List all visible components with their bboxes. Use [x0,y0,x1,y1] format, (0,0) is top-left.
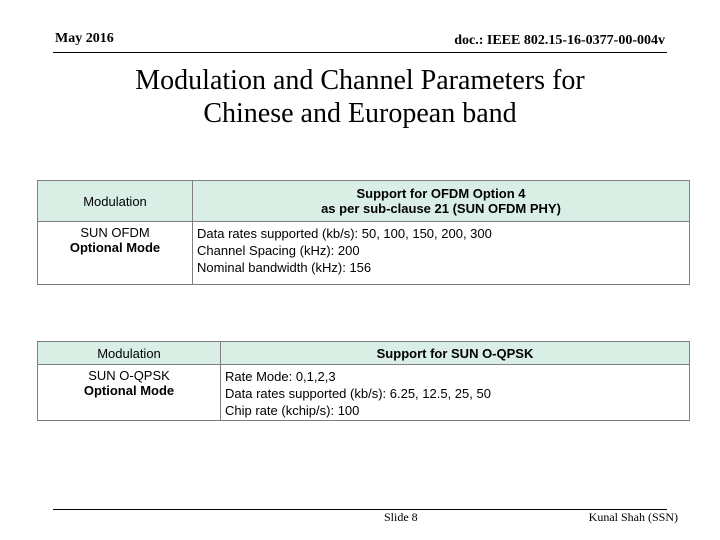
oqpsk-mode-cell [38,365,221,421]
ofdm-nominal-bandwidth: Nominal bandwidth (kHz): 156 [197,260,372,275]
oqpsk-mode-type: Optional Mode [83,383,175,398]
footer-author: Kunal Shah (SSN) [588,510,678,524]
slide-number: Slide 8 [384,510,418,524]
oqpsk-rate-mode: Rate Mode: 0,1,2,3 [225,369,336,384]
modulation-column-header: Modulation [38,181,193,222]
ofdm-support-header-line-2: as per sub-clause 21 (SUN OFDM PHY) [321,201,561,216]
ofdm-parameters-cell [193,222,690,285]
header-date: May 2016 [55,31,114,46]
ofdm-support-header-line-1: Support for OFDM Option 4 [356,186,526,201]
oqpsk-parameters-table [37,341,690,421]
oqpsk-mode-name: SUN O-QPSK [88,368,170,383]
table-header-row [38,181,690,222]
ofdm-mode-type: Optional Mode [69,240,161,255]
oqpsk-support-column-header: Support for SUN O-QPSK [221,342,690,365]
ofdm-mode-name: SUN OFDM [80,225,150,240]
header-divider [53,52,667,53]
slide-title-line-2: Chinese and European band [203,98,517,129]
ofdm-channel-spacing: Channel Spacing (kHz): 200 [197,243,360,258]
ofdm-mode-cell [38,222,193,285]
slide-title-line-1: Modulation and Channel Parameters for [135,65,585,96]
footer-divider [53,509,667,510]
table-row [38,365,690,421]
oqpsk-parameters-cell [221,365,690,421]
header-doc-id: doc.: IEEE 802.15-16-0377-00-004v [454,33,665,48]
modulation-column-header: Modulation [38,342,221,365]
ofdm-parameters-table [37,180,690,285]
oqpsk-chip-rate: Chip rate (kchip/s): 100 [225,403,360,418]
table-row [38,222,690,285]
oqpsk-data-rates: Data rates supported (kb/s): 6.25, 12.5, 25, 50 [225,386,491,401]
ofdm-data-rates: Data rates supported (kb/s): 50, 100, 150, 200, 300 [197,226,492,241]
ofdm-support-column-header [193,181,690,222]
slide-title [60,64,660,130]
table-header-row [38,342,690,365]
